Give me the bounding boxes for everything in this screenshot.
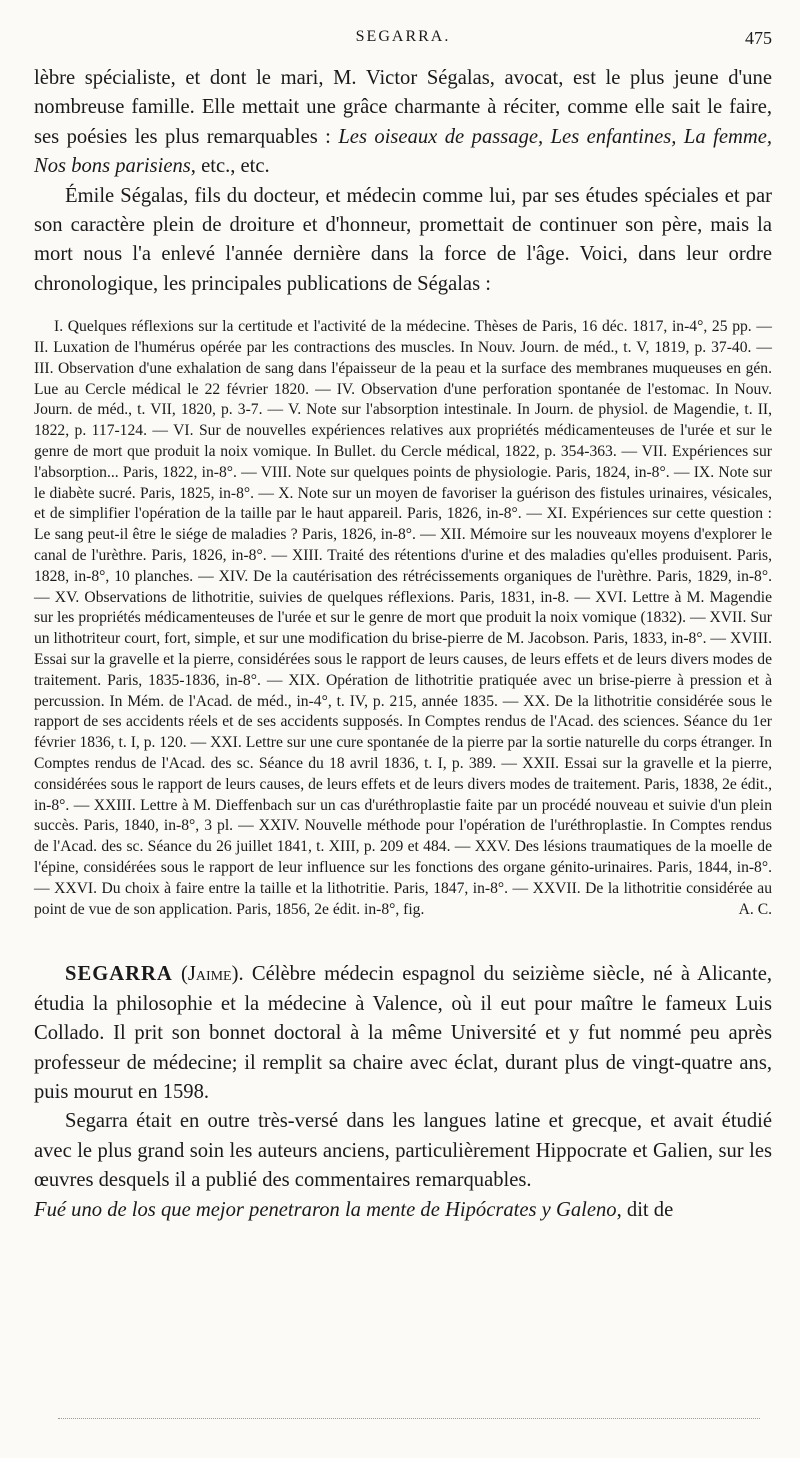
author-signature: A. C. — [738, 900, 772, 918]
entry-paragraph-3 — [34, 1196, 772, 1225]
intro-paragraph-1-end: , etc., etc. — [190, 155, 270, 178]
poem-titles: Les oiseaux de passage, Les enfantines, La femme, Nos bons parisiens — [34, 125, 772, 178]
intro-paragraph-1 — [34, 64, 772, 182]
bibliography-text: I. Quelques réflexions sur la certitude et l'activité de la médecine. Thèses de Paris, 16 déc. 1817, in-4°, 25 pp. — II. Luxation de l'humérus opérée par les contractions des muscles. In Nouv. Journ. de méd., t. V, 1819, p. 37-40. — III. Observation d'une exhalation de sang dans l'épaisseur de la peau et la surface des membranes muqueuses en gén. Lue au Cercle médical le 22 février 1820. — IV. Observation d'une perforation spontanée de l'estomac. In Nouv. Journ. de méd., t. VII, 1820, p. 3-7. — V. Note sur l'absorption intestinale. In Journ. de physiol. de Magendie, t. II, 1822, p. 117-124. — VI. Sur de nouvelles expériences relatives aux propriétés médicamenteuses de l'urée et sur le genre de mort que produit la noix vomique. In Bullet. du Cercle médical, 1822, p. 354-363. — VII. Expériences sur l'absorption... Paris, 1822, in-8°. — VIII. Note sur quelques points de physiologie. Paris, 1824, in-8°. — IX. Note sur le diabète sucré. Paris, 1825, in-8°. — X. Note sur un moyen de favoriser la guérison des fistules urinaires, vésicales, et de simplifier l'opération de la taille par le haut appareil. Paris, 1826, in-8°. — XI. Expériences sur cette question : Le sang peut-il être le siége de maladies ? Paris, 1826, in-8°. — XII. Mémoire sur les nouveaux moyens d'explorer le canal de l'urèthre. Paris, 1826, in-8°. — XIII. Traité des rétentions d'urine et des maladies qu'elles produisent. Paris, 1828, in-8°, 10 planches. — XIV. De la cautérisation des rétrécissements organiques de l'urèthre. Paris, 1829, in-8°. — XV. Observations de lithotritie, suivies de quelques réflexions. Paris, 1831, in-8. — XVI. Lettre à M. Magendie sur les propriétés médicamenteuses de l'urée et sur le genre de mort que produit la noix vomique (1832). — XVII. Sur un lithotriteur court, fort, simple, et sur une modification du brise-pierre de M. Jacobson. Paris, 1833, in-8°. — XVIII. Essai sur la gravelle et la pierre, considérées sous le rapport de leurs causes, de leurs effets et de leurs divers modes de traitement. Paris, 1835-1836, in-8°. — XIX. Opération de lithotritie pratiquée avec un brise-pierre à pression et à percussion. In Mém. de l'Acad. de méd., in-4°, t. IV, p. 215, année 1835. — XX. De la lithotritie considérée sous le rapport de ses accidents réels et de ses accidents supposés. In Comptes rendus de l'Acad. des sciences. Séance du 1er février 1836, t. I, p. 120. — XXI. Lettre sur une cure spontanée de la pierre par la sortie naturelle du corps étranger. In Comptes rendus de l'Acad. des sc. Séance du 18 avril 1836, t. I, p. 389. — XXII. Essai sur la gravelle et la pierre, considérées sous le rapport de leurs causes, de leurs effets et de leurs divers modes de traitement. Paris, 1838, 2e édit., in-8°. — XXIII. Lettre à M. Dieffenbach sur un cas d'uréthroplastie faite par un procédé nouveau et suivie d'un plein succès. Paris, 1840, in-8°, 3 pl. — XXIV. Nouvelle méthode pour l'opération de l'uréthroplastie. In Comptes rendus de l'Acad. des sc. Séance du 26 juillet 1841, t. XIII, p. 209 et 484. — XXV. Des lésions traumatiques de la moelle de l'épine, considérées sous le rapport de leur influence sur les fonctions des organe génito-urinaires. Paris, 1844, in-8°. — XXVI. Du choix à faire entre la taille et la lithotritie. Paris, 1847, in-8°. — XXVII. De la lithotritie considérée au point de vue de son application. Paris, 1856, 2e édit. in-8°, fig. — [34, 318, 772, 918]
segarra-entry — [34, 960, 772, 1225]
entry-headword: SEGARRA — [65, 963, 173, 986]
spanish-quote: Fué uno de los que mejor penetraron la mente de Hipócrates y Galeno — [34, 1198, 617, 1221]
intro-section — [34, 64, 772, 299]
document-page — [34, 28, 772, 1225]
bibliography-list — [34, 317, 772, 920]
running-title: SEGARRA. — [355, 28, 451, 45]
entry-paragraph-3-end: , dit de — [616, 1198, 674, 1221]
entry-paragraph-1-text: Célèbre médecin espagnol du seizième siècle, né à Alicante, étudia la philosophie et la médecine à Valence, où il eut pour maître le fameux Luis Collado. Il prit son bonnet doctoral à la même Université et y fut nommé peu après professeur de médecine; il remplit sa chaire avec éclat, durant plus de vingt-quatre ans, puis mourut en 1598. — [34, 963, 772, 1103]
entry-given-name: (Jaime). — [180, 963, 244, 986]
bibliography-block — [34, 317, 772, 920]
footer-rule — [58, 1418, 760, 1419]
intro-paragraph-2: Émile Ségalas, fils du docteur, et médecin comme lui, par ses études spéciales et par son caractère plein de droiture et d'honneur, promettait de continuer son père, mais la mort nous l'a enlevé l'année dernière dans la force de l'âge. Voici, dans leur ordre chronologique, les principales publications de Ségalas : — [34, 184, 772, 295]
intro-paragraph-1-text: lèbre spécialiste, et dont le mari, M. Victor Ségalas, avocat, est le plus jeune d'une nombreuse famille. Elle mettait une grâce charmante à réciter, comme elle sait le faire, ses poésies les plus remarquables : — [34, 67, 772, 148]
running-header — [34, 28, 772, 56]
page-number: 475 — [745, 28, 772, 48]
entry-paragraph-2: Segarra était en outre très-versé dans les langues latine et grecque, et avait étudié avec le plus grand soin les auteurs anciens, particulièrement Hippocrate et Galien, sur les œuvres desquels il a publié des commentaires remarquables. — [34, 1110, 772, 1192]
entry-paragraph-1 — [34, 960, 772, 1107]
